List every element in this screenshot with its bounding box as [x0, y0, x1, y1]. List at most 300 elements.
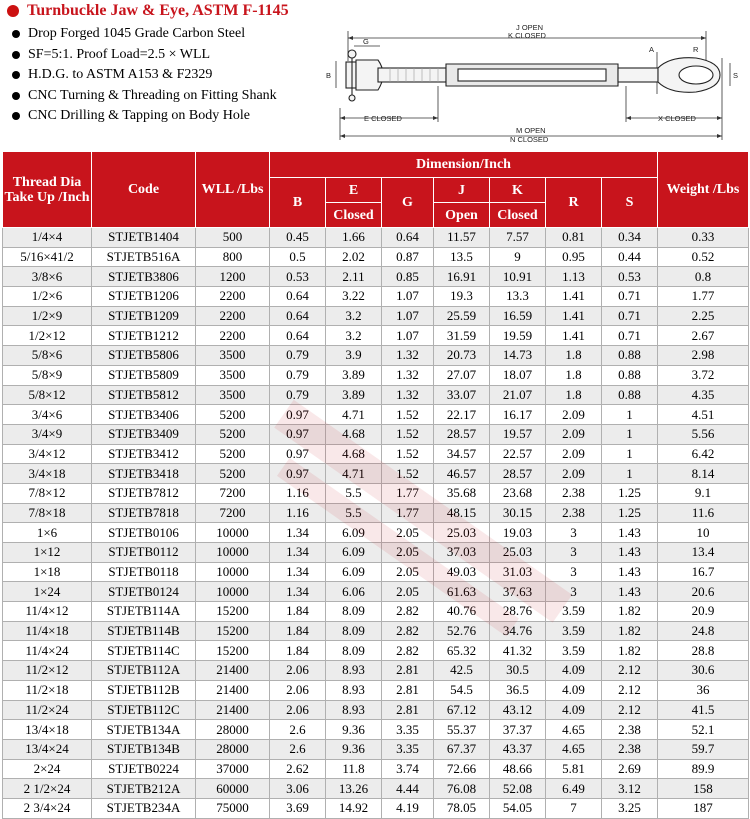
cell-wll: 5200	[196, 405, 270, 425]
cell-e: 8.09	[326, 621, 382, 641]
cell-g: 1.77	[382, 483, 434, 503]
cell-wll: 3500	[196, 385, 270, 405]
cell-e: 8.93	[326, 700, 382, 720]
cell-wll: 60000	[196, 779, 270, 799]
table-row	[3, 405, 749, 425]
cell-wll: 2200	[196, 287, 270, 307]
cell-wll: 21400	[196, 680, 270, 700]
cell-k: 22.57	[490, 444, 546, 464]
cell-r: 7	[546, 798, 602, 818]
cell-b: 0.79	[270, 346, 326, 366]
cell-weight: 11.6	[658, 503, 749, 523]
cell-r: 5.81	[546, 759, 602, 779]
e-header: E	[326, 178, 382, 203]
cell-thread: 5/8×6	[3, 346, 92, 366]
cell-thread: 1/2×12	[3, 326, 92, 346]
cell-s: 2.12	[602, 661, 658, 681]
cell-thread: 3/8×6	[3, 267, 92, 287]
cell-code: STJETB3406	[92, 405, 196, 425]
cell-j: 16.91	[434, 267, 490, 287]
cell-k: 28.76	[490, 602, 546, 622]
cell-r: 1.8	[546, 346, 602, 366]
cell-k: 43.12	[490, 700, 546, 720]
feature-item	[12, 65, 277, 86]
cell-j: 49.03	[434, 562, 490, 582]
cell-b: 1.84	[270, 602, 326, 622]
cell-g: 2.81	[382, 661, 434, 681]
cell-e: 8.09	[326, 641, 382, 661]
cell-b: 1.34	[270, 523, 326, 543]
cell-b: 1.16	[270, 503, 326, 523]
cell-k: 41.32	[490, 641, 546, 661]
cell-wll: 5200	[196, 464, 270, 484]
cell-g: 1.52	[382, 405, 434, 425]
cell-j: 76.08	[434, 779, 490, 799]
a-label: A	[649, 45, 655, 54]
table-row	[3, 720, 749, 740]
cell-g: 2.82	[382, 621, 434, 641]
cell-r: 4.09	[546, 700, 602, 720]
cell-thread: 1×24	[3, 582, 92, 602]
cell-weight: 2.67	[658, 326, 749, 346]
feature-text: CNC Turning & Threading on Fitting Shank	[28, 87, 277, 103]
cell-code: STJETB0118	[92, 562, 196, 582]
turnbuckle-diagram	[318, 16, 748, 146]
cell-code: STJETB212A	[92, 779, 196, 799]
s-label: S	[733, 71, 739, 80]
table-row	[3, 582, 749, 602]
table-row	[3, 464, 749, 484]
cell-j: 48.15	[434, 503, 490, 523]
cell-s: 2.38	[602, 739, 658, 759]
cell-k: 18.07	[490, 365, 546, 385]
cell-wll: 10000	[196, 543, 270, 563]
cell-thread: 7/8×18	[3, 503, 92, 523]
wll-header: WLL /Lbs	[196, 152, 270, 228]
table-row	[3, 641, 749, 661]
cell-e: 4.71	[326, 405, 382, 425]
cell-b: 0.64	[270, 287, 326, 307]
cell-r: 4.65	[546, 720, 602, 740]
cell-k: 10.91	[490, 267, 546, 287]
cell-j: 35.68	[434, 483, 490, 503]
cell-k: 16.59	[490, 306, 546, 326]
cell-wll: 28000	[196, 739, 270, 759]
cell-thread: 3/4×9	[3, 424, 92, 444]
cell-b: 3.06	[270, 779, 326, 799]
m-open-label: M OPEN	[516, 126, 546, 135]
feature-text: SF=5:1. Proof Load=2.5 × WLL	[28, 46, 211, 62]
cell-b: 0.97	[270, 464, 326, 484]
cell-g: 1.52	[382, 444, 434, 464]
cell-r: 3.59	[546, 602, 602, 622]
cell-weight: 16.7	[658, 562, 749, 582]
g-label: G	[363, 37, 369, 46]
cell-j: 55.37	[434, 720, 490, 740]
cell-g: 1.32	[382, 346, 434, 366]
cell-weight: 28.8	[658, 641, 749, 661]
cell-weight: 3.72	[658, 365, 749, 385]
cell-e: 3.89	[326, 365, 382, 385]
cell-r: 3.59	[546, 621, 602, 641]
cell-thread: 5/16×41/2	[3, 247, 92, 267]
cell-b: 2.06	[270, 661, 326, 681]
cell-code: STJETB114A	[92, 602, 196, 622]
cell-wll: 15200	[196, 641, 270, 661]
s-header: S	[602, 178, 658, 228]
cell-weight: 20.9	[658, 602, 749, 622]
cell-e: 6.09	[326, 562, 382, 582]
cell-s: 1.43	[602, 543, 658, 563]
cell-weight: 187	[658, 798, 749, 818]
cell-g: 2.05	[382, 562, 434, 582]
cell-j: 25.03	[434, 523, 490, 543]
cell-r: 4.65	[546, 739, 602, 759]
cell-code: STJETB0124	[92, 582, 196, 602]
table-row	[3, 523, 749, 543]
cell-k: 23.68	[490, 483, 546, 503]
cell-wll: 5200	[196, 444, 270, 464]
cell-r: 4.09	[546, 661, 602, 681]
table-row	[3, 621, 749, 641]
cell-k: 13.3	[490, 287, 546, 307]
feature-text: CNC Drilling & Tapping on Body Hole	[28, 108, 250, 124]
table-row	[3, 287, 749, 307]
cell-code: STJETB134B	[92, 739, 196, 759]
cell-r: 3.59	[546, 641, 602, 661]
cell-j: 22.17	[434, 405, 490, 425]
cell-weight: 36	[658, 680, 749, 700]
cell-r: 1.41	[546, 326, 602, 346]
cell-e: 2.11	[326, 267, 382, 287]
cell-s: 1.43	[602, 562, 658, 582]
cell-code: STJETB5809	[92, 365, 196, 385]
cell-g: 2.05	[382, 523, 434, 543]
table-row	[3, 306, 749, 326]
cell-s: 0.71	[602, 306, 658, 326]
cell-wll: 15200	[196, 621, 270, 641]
k-closed-label: K CLOSED	[508, 31, 546, 40]
cell-e: 9.36	[326, 739, 382, 759]
cell-code: STJETB3412	[92, 444, 196, 464]
weight-header: Weight /Lbs	[658, 152, 749, 228]
table-row	[3, 228, 749, 248]
table-body	[3, 228, 749, 819]
cell-thread: 2 1/2×24	[3, 779, 92, 799]
spec-table	[2, 151, 749, 819]
cell-r: 2.38	[546, 483, 602, 503]
cell-weight: 30.6	[658, 661, 749, 681]
cell-j: 28.57	[434, 424, 490, 444]
cell-j: 54.5	[434, 680, 490, 700]
cell-code: STJETB1212	[92, 326, 196, 346]
cell-k: 52.08	[490, 779, 546, 799]
cell-g: 2.82	[382, 602, 434, 622]
bullet-icon	[12, 112, 20, 120]
cell-g: 2.05	[382, 543, 434, 563]
table-row	[3, 759, 749, 779]
turnbuckle-body	[446, 64, 658, 86]
r-label: R	[693, 45, 699, 54]
cell-wll: 21400	[196, 700, 270, 720]
cell-weight: 89.9	[658, 759, 749, 779]
cell-r: 2.09	[546, 424, 602, 444]
cell-j: 37.03	[434, 543, 490, 563]
table-row	[3, 700, 749, 720]
cell-code: STJETB1206	[92, 287, 196, 307]
cell-code: STJETB234A	[92, 798, 196, 818]
cell-wll: 10000	[196, 523, 270, 543]
cell-s: 2.38	[602, 720, 658, 740]
cell-b: 1.34	[270, 582, 326, 602]
cell-s: 0.88	[602, 385, 658, 405]
cell-s: 0.71	[602, 287, 658, 307]
cell-code: STJETB3409	[92, 424, 196, 444]
cell-code: STJETB134A	[92, 720, 196, 740]
cell-wll: 37000	[196, 759, 270, 779]
thread-header: Thread Dia Take Up /Inch	[3, 152, 92, 228]
k-closed-header: Closed	[490, 203, 546, 228]
cell-g: 0.85	[382, 267, 434, 287]
cell-weight: 52.1	[658, 720, 749, 740]
cell-g: 1.07	[382, 326, 434, 346]
cell-weight: 4.51	[658, 405, 749, 425]
cell-k: 30.15	[490, 503, 546, 523]
feature-item	[12, 106, 277, 127]
cell-b: 1.34	[270, 562, 326, 582]
cell-weight: 2.98	[658, 346, 749, 366]
cell-r: 6.49	[546, 779, 602, 799]
cell-wll: 3500	[196, 365, 270, 385]
cell-j: 33.07	[434, 385, 490, 405]
cell-code: STJETB5806	[92, 346, 196, 366]
cell-j: 61.63	[434, 582, 490, 602]
cell-j: 34.57	[434, 444, 490, 464]
cell-wll: 28000	[196, 720, 270, 740]
cell-b: 2.6	[270, 720, 326, 740]
cell-thread: 13/4×18	[3, 720, 92, 740]
cell-e: 1.66	[326, 228, 382, 248]
cell-b: 0.53	[270, 267, 326, 287]
cell-b: 3.69	[270, 798, 326, 818]
cell-thread: 1×6	[3, 523, 92, 543]
cell-b: 0.64	[270, 326, 326, 346]
cell-k: 36.5	[490, 680, 546, 700]
cell-b: 2.06	[270, 680, 326, 700]
cell-e: 4.68	[326, 424, 382, 444]
cell-e: 13.26	[326, 779, 382, 799]
cell-e: 6.09	[326, 523, 382, 543]
cell-e: 3.22	[326, 287, 382, 307]
cell-code: STJETB112B	[92, 680, 196, 700]
e-closed-header: Closed	[326, 203, 382, 228]
cell-k: 30.5	[490, 661, 546, 681]
cell-r: 0.95	[546, 247, 602, 267]
cell-e: 11.8	[326, 759, 382, 779]
cell-wll: 15200	[196, 602, 270, 622]
cell-thread: 3/4×12	[3, 444, 92, 464]
feature-item	[12, 86, 277, 107]
cell-g: 1.77	[382, 503, 434, 523]
cell-j: 52.76	[434, 621, 490, 641]
cell-b: 1.16	[270, 483, 326, 503]
cell-k: 19.59	[490, 326, 546, 346]
cell-k: 37.63	[490, 582, 546, 602]
page-title: Turnbuckle Jaw & Eye, ASTM F-1145	[27, 2, 289, 19]
n-closed-label: N CLOSED	[510, 135, 549, 144]
cell-k: 28.57	[490, 464, 546, 484]
cell-code: STJETB3806	[92, 267, 196, 287]
cell-b: 0.97	[270, 444, 326, 464]
cell-e: 4.68	[326, 444, 382, 464]
cell-r: 1.13	[546, 267, 602, 287]
cell-e: 8.09	[326, 602, 382, 622]
cell-e: 3.2	[326, 306, 382, 326]
cell-s: 1.25	[602, 503, 658, 523]
cell-e: 4.71	[326, 464, 382, 484]
cell-weight: 2.25	[658, 306, 749, 326]
cell-r: 3	[546, 562, 602, 582]
cell-s: 0.88	[602, 346, 658, 366]
cell-r: 0.81	[546, 228, 602, 248]
cell-g: 2.81	[382, 700, 434, 720]
cell-j: 20.73	[434, 346, 490, 366]
table-row	[3, 503, 749, 523]
cell-g: 2.82	[382, 641, 434, 661]
cell-code: STJETB112A	[92, 661, 196, 681]
dimension-header: Dimension/Inch	[270, 152, 658, 178]
cell-weight: 8.14	[658, 464, 749, 484]
cell-code: STJETB7812	[92, 483, 196, 503]
cell-e: 5.5	[326, 483, 382, 503]
cell-weight: 41.5	[658, 700, 749, 720]
b-header: B	[270, 178, 326, 228]
cell-weight: 24.8	[658, 621, 749, 641]
cell-thread: 1/2×9	[3, 306, 92, 326]
table-row	[3, 661, 749, 681]
e-closed-label: E CLOSED	[364, 114, 402, 123]
cell-k: 31.03	[490, 562, 546, 582]
cell-j: 67.37	[434, 739, 490, 759]
cell-wll: 500	[196, 228, 270, 248]
cell-wll: 2200	[196, 326, 270, 346]
table-row	[3, 483, 749, 503]
cell-s: 2.12	[602, 680, 658, 700]
cell-b: 0.79	[270, 365, 326, 385]
cell-j: 78.05	[434, 798, 490, 818]
jaw-end	[346, 50, 446, 101]
r-header: R	[546, 178, 602, 228]
cell-k: 21.07	[490, 385, 546, 405]
cell-thread: 2 3/4×24	[3, 798, 92, 818]
cell-r: 2.09	[546, 464, 602, 484]
cell-code: STJETB114C	[92, 641, 196, 661]
cell-g: 3.35	[382, 720, 434, 740]
cell-j: 13.5	[434, 247, 490, 267]
cell-s: 1.25	[602, 483, 658, 503]
cell-g: 1.07	[382, 306, 434, 326]
cell-thread: 1×18	[3, 562, 92, 582]
j-open-label: J OPEN	[516, 23, 544, 32]
cell-wll: 7200	[196, 503, 270, 523]
cell-s: 1	[602, 444, 658, 464]
feature-text: H.D.G. to ASTM A153 & F2329	[28, 67, 213, 83]
cell-weight: 6.42	[658, 444, 749, 464]
cell-b: 0.79	[270, 385, 326, 405]
cell-s: 2.69	[602, 759, 658, 779]
cell-wll: 7200	[196, 483, 270, 503]
j-header: J	[434, 178, 490, 203]
cell-b: 0.45	[270, 228, 326, 248]
cell-e: 8.93	[326, 680, 382, 700]
cell-b: 0.97	[270, 405, 326, 425]
cell-b: 2.06	[270, 700, 326, 720]
cell-e: 3.89	[326, 385, 382, 405]
cell-weight: 20.6	[658, 582, 749, 602]
cell-weight: 59.7	[658, 739, 749, 759]
cell-weight: 5.56	[658, 424, 749, 444]
cell-thread: 5/8×9	[3, 365, 92, 385]
cell-r: 1.41	[546, 287, 602, 307]
table-row	[3, 602, 749, 622]
cell-k: 25.03	[490, 543, 546, 563]
cell-wll: 10000	[196, 582, 270, 602]
table-row	[3, 365, 749, 385]
cell-code: STJETB3418	[92, 464, 196, 484]
cell-code: STJETB0224	[92, 759, 196, 779]
cell-thread: 2×24	[3, 759, 92, 779]
table-row	[3, 543, 749, 563]
cell-thread: 11/4×12	[3, 602, 92, 622]
cell-thread: 11/2×12	[3, 661, 92, 681]
cell-wll: 3500	[196, 346, 270, 366]
cell-e: 6.06	[326, 582, 382, 602]
cell-thread: 3/4×18	[3, 464, 92, 484]
cell-r: 1.8	[546, 365, 602, 385]
table-row	[3, 798, 749, 818]
cell-s: 0.88	[602, 365, 658, 385]
cell-g: 1.52	[382, 424, 434, 444]
cell-thread: 1×12	[3, 543, 92, 563]
cell-k: 48.66	[490, 759, 546, 779]
cell-s: 1	[602, 464, 658, 484]
cell-k: 19.57	[490, 424, 546, 444]
cell-b: 2.6	[270, 739, 326, 759]
cell-k: 19.03	[490, 523, 546, 543]
table-row	[3, 444, 749, 464]
table-row	[3, 247, 749, 267]
cell-j: 25.59	[434, 306, 490, 326]
cell-wll: 5200	[196, 424, 270, 444]
cell-s: 0.71	[602, 326, 658, 346]
cell-r: 2.09	[546, 405, 602, 425]
cell-code: STJETB516A	[92, 247, 196, 267]
table-row	[3, 739, 749, 759]
cell-r: 2.09	[546, 444, 602, 464]
feature-text: Drop Forged 1045 Grade Carbon Steel	[28, 26, 246, 42]
feature-list	[12, 24, 277, 127]
cell-e: 5.5	[326, 503, 382, 523]
cell-weight: 9.1	[658, 483, 749, 503]
cell-k: 16.17	[490, 405, 546, 425]
k-header: K	[490, 178, 546, 203]
cell-g: 1.52	[382, 464, 434, 484]
cell-code: STJETB0112	[92, 543, 196, 563]
cell-j: 72.66	[434, 759, 490, 779]
cell-b: 1.84	[270, 621, 326, 641]
cell-weight: 0.8	[658, 267, 749, 287]
cell-g: 3.35	[382, 739, 434, 759]
